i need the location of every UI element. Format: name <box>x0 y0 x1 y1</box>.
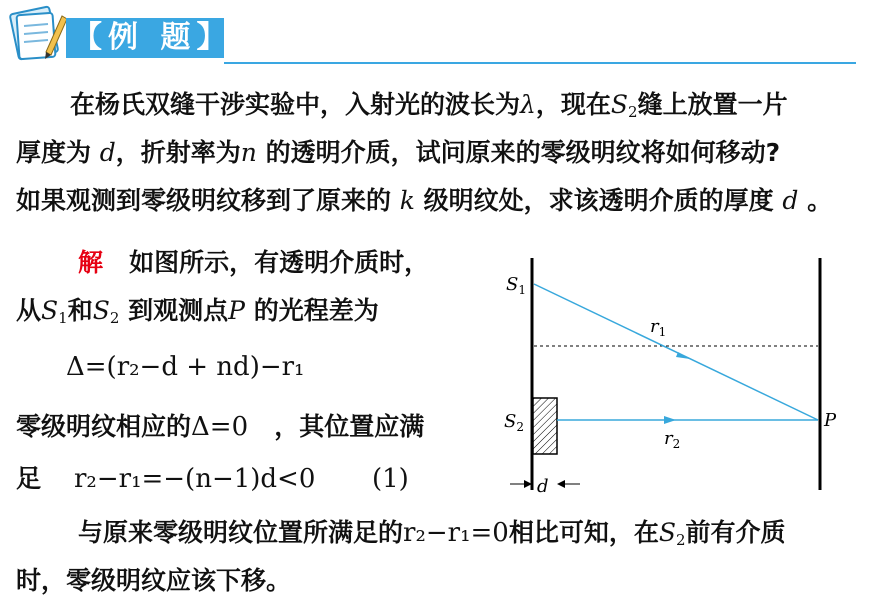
solution-line-2: 从$S_1$和$S_2$ 到观测点P 的光程差为 <box>16 296 379 327</box>
notepad-pen-icon <box>6 4 68 64</box>
label-d: d <box>537 476 549 497</box>
problem-line-3: 如果观测到零级明纹移到了原来的 k 级明纹处，求该透明介质的厚度 d 。 <box>16 186 833 215</box>
label-r1: $r_1$ <box>650 316 667 339</box>
label-s2: $S_2$ <box>504 411 524 434</box>
problem-line-2: 厚度为 d，折射率为n 的透明介质，试问原来的零级明纹将如何移动? <box>16 138 781 167</box>
header-underline <box>224 62 856 64</box>
solution-line-7: 时，零级明纹应该下移。 <box>16 566 292 595</box>
double-slit-diagram <box>480 240 860 500</box>
formula-optical-path-difference: Δ=(r₂−d + nd)−r₁ <box>66 352 305 382</box>
ray-r2-arrow <box>664 416 676 424</box>
dielectric-slab <box>533 398 557 454</box>
ray-r1 <box>534 284 818 420</box>
solution-line-1: 解 如图所示，有透明介质时， <box>78 248 430 277</box>
solution-line-6: 与原来零级明纹位置所满足的r₂−r₁=0相比可知，在$S_2$前有介质 <box>78 518 786 549</box>
label-s1: $S_1$ <box>506 274 526 297</box>
solution-line-4: 零级明纹相应的Δ=0 ，其位置应满 <box>16 412 425 442</box>
solution-line-5: 足 <box>16 464 42 493</box>
label-r2: $r_2$ <box>664 428 681 451</box>
header-title: 【例 题】 <box>72 20 233 55</box>
ray-r1-arrow <box>676 352 690 359</box>
label-p: P <box>824 410 837 431</box>
problem-line-1: 在杨氏双缝干涉实验中，入射光的波长为λ，现在$S_2$缝上放置一片 <box>70 90 788 121</box>
equation-number: (1) <box>372 464 409 494</box>
d-arrowhead-right <box>557 480 565 488</box>
formula-zero-order-condition: r₂−r₁=−(n−1)d<0 <box>74 464 316 494</box>
